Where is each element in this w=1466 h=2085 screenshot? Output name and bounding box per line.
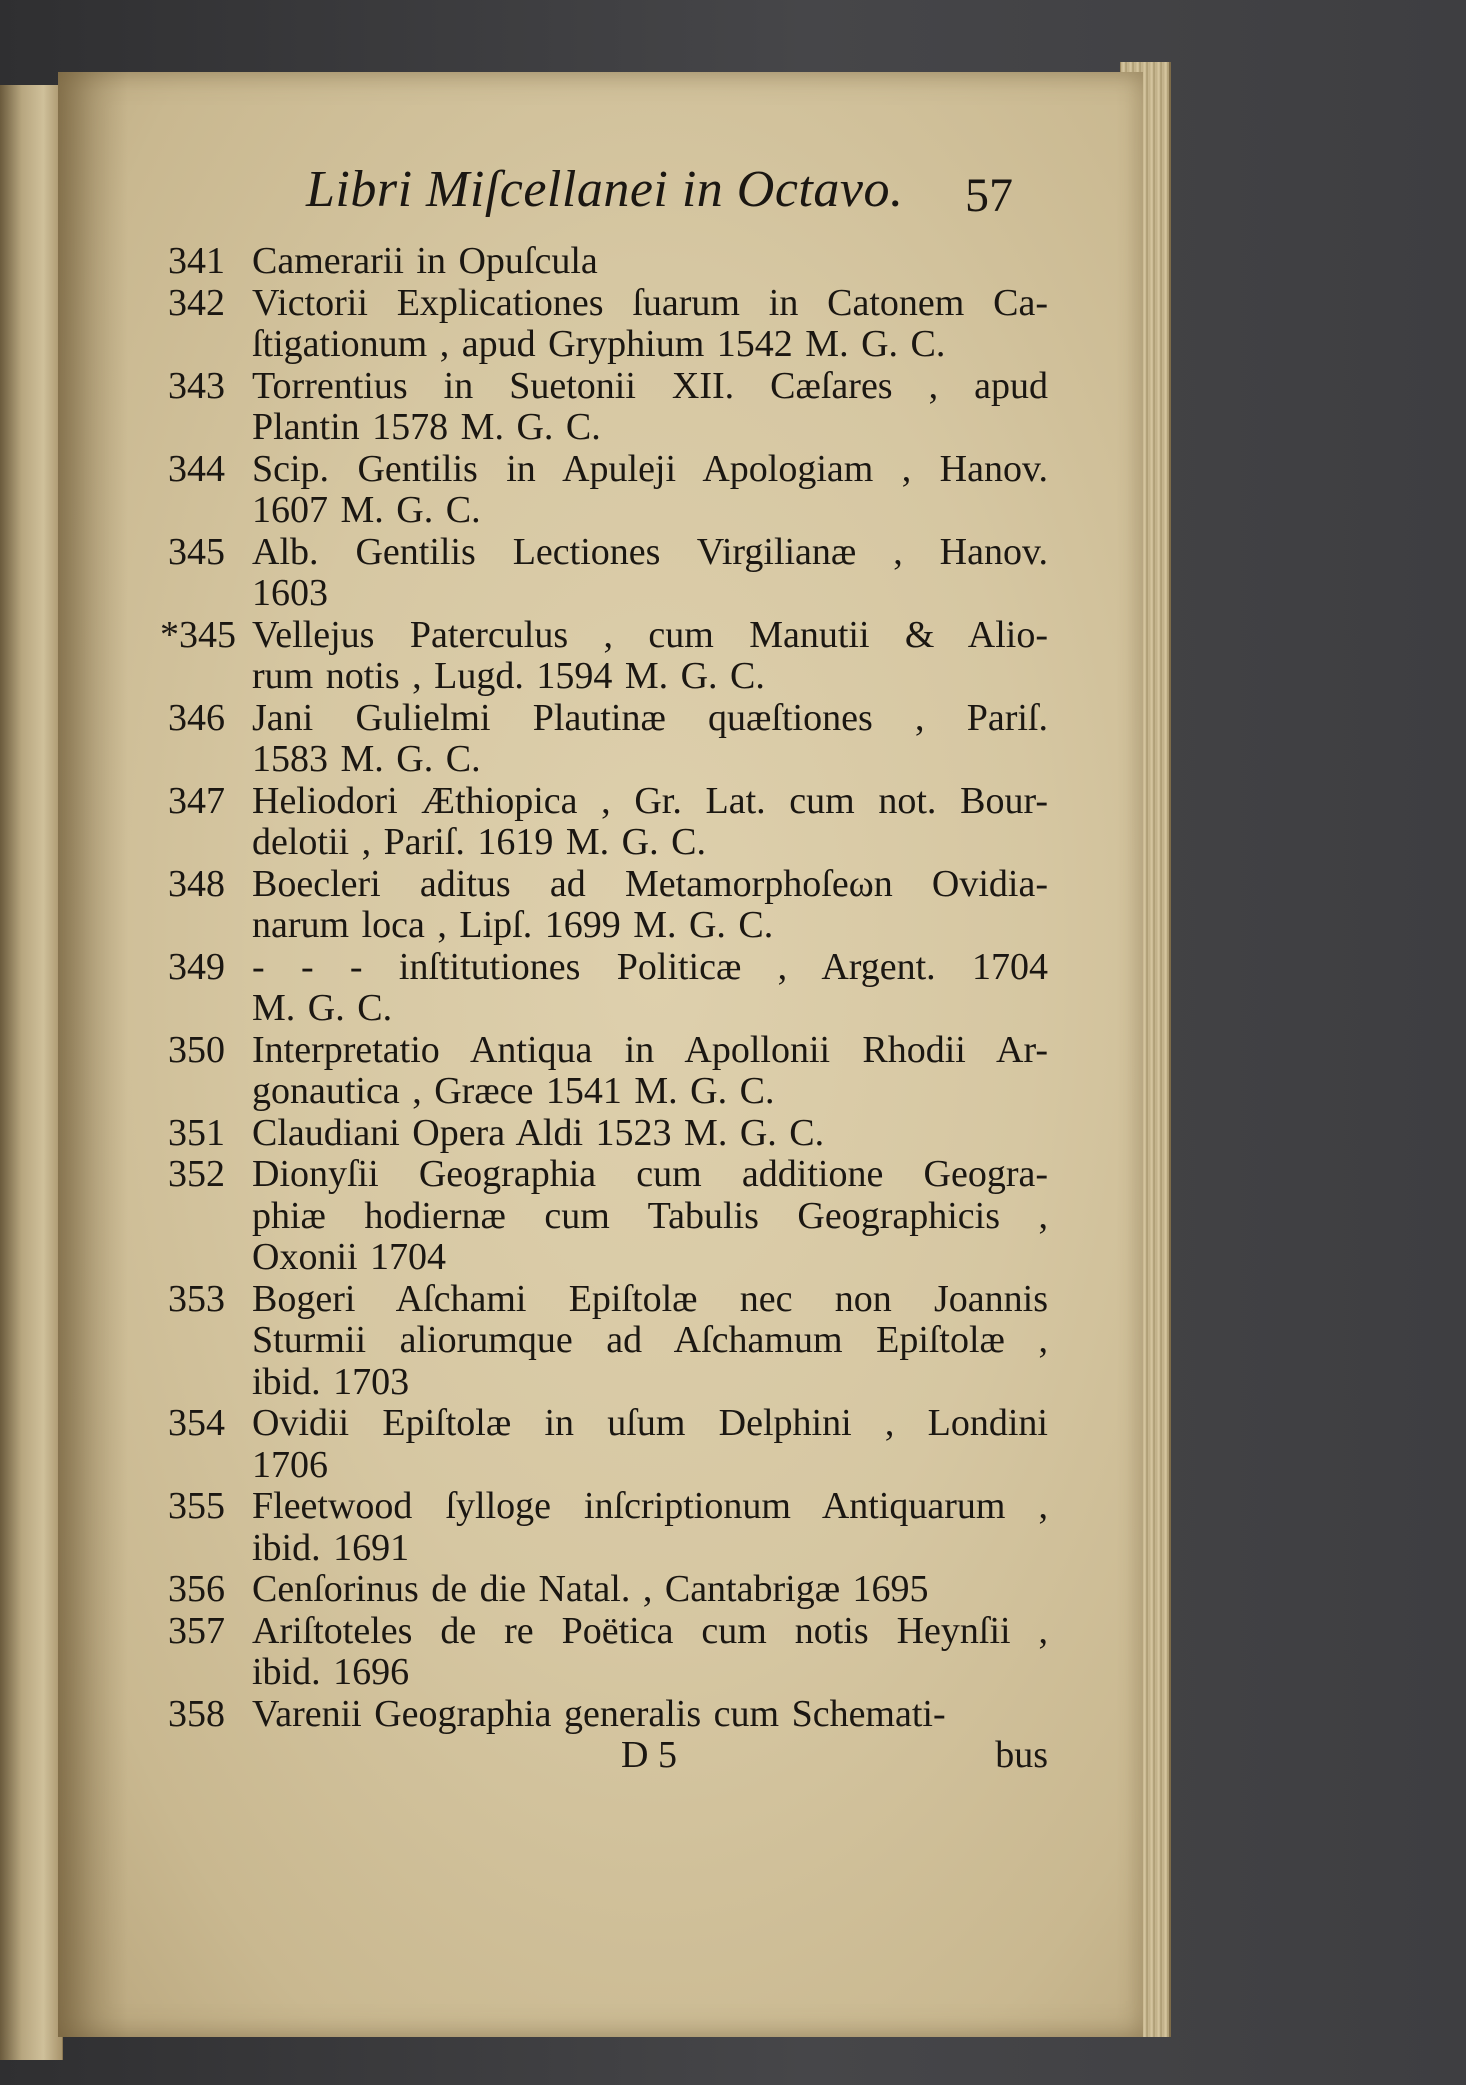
- entry-line: Vellejus Paterculus , cum Manutii & Alio-: [252, 613, 1048, 656]
- page-header: [168, 161, 1048, 241]
- entry-line: Heliodori Æthiopica , Gr. Lat. cum not. Bour-: [252, 779, 1048, 822]
- entry-number: 342: [168, 281, 225, 324]
- catalogue-entry: [168, 1569, 1048, 1611]
- gutter-shadow: [58, 72, 128, 2037]
- entry-number: 356: [168, 1568, 225, 1610]
- entry-number: 354: [168, 1402, 225, 1444]
- catalogue-entry: [168, 366, 1048, 449]
- running-title: Libri Miſcellanei in Octavo.: [306, 161, 904, 218]
- entry-line: ibid. 1691: [252, 1526, 410, 1569]
- entry-number: 344: [168, 447, 225, 490]
- entry-line: Oxonii 1704: [252, 1236, 447, 1278]
- entry-number: 353: [168, 1277, 225, 1320]
- catalogue-entry: [160, 613, 1048, 698]
- entry-line: ibid. 1703: [252, 1360, 410, 1403]
- entry-line: Jani Gulielmi Plautinæ quæſtiones , Pariſ.: [252, 696, 1048, 739]
- entry-line: Camerarii in Opuſcula: [252, 240, 598, 282]
- entry-number: 347: [168, 779, 225, 822]
- entry-line: Claudiani Opera Aldi 1523 M. G. C.: [252, 1111, 825, 1154]
- entry-line: Plantin 1578 M. G. C.: [252, 406, 601, 448]
- entry-line: ſtigationum , apud Gryphium 1542 M. G. C.: [252, 323, 946, 365]
- entry-line: Dionyſii Geographia cum additione Geogra-: [252, 1153, 1048, 1195]
- page-text: [160, 161, 1048, 1777]
- entry-line: delotii , Pariſ. 1619 M. G. C.: [252, 821, 706, 863]
- catalogue-entry: [168, 698, 1048, 781]
- entry-line: 1603: [252, 572, 328, 614]
- entry-line: narum loca , Lipſ. 1699 M. G. C.: [252, 904, 774, 946]
- catalogue-entry: [168, 947, 1048, 1030]
- catalogue-entry: [168, 1611, 1048, 1694]
- catalogue-entry: [168, 241, 1048, 283]
- facing-page-edge: [0, 85, 63, 2060]
- catalogue-entry: [168, 1030, 1048, 1113]
- catalogue-entry: [168, 864, 1048, 947]
- entry-number: 355: [168, 1485, 225, 1527]
- entry-line: Victorii Explicationes ſuarum in Catonem Ca-: [252, 281, 1048, 324]
- entry-line: M. G. C.: [252, 987, 393, 1029]
- entry-line: ibid. 1696: [252, 1651, 410, 1693]
- entry-line: Torrentius in Suetonii XII. Cæſares , apud: [252, 364, 1048, 407]
- entry-line: phiæ hodiernæ cum Tabulis Geographicis ,: [252, 1194, 1048, 1237]
- catalogue-entry: [168, 1403, 1048, 1486]
- catalogue-entries: [160, 240, 1048, 1735]
- catalogue-entry: [168, 1279, 1048, 1404]
- entry-number: 349: [168, 945, 225, 988]
- page-number: 57: [965, 169, 1013, 222]
- entry-line: Ariſtoteles de re Poëtica cum notis Heynſii ,: [252, 1609, 1048, 1652]
- entry-line: Varenii Geographia generalis cum Schemati-: [252, 1692, 946, 1735]
- page-footer: [168, 1735, 1048, 1777]
- entry-number: 341: [168, 240, 225, 282]
- entry-line: Sturmii aliorumque ad Aſchamum Epiſtolæ ,: [252, 1319, 1048, 1361]
- entry-line: Interpretatio Antiqua in Apollonii Rhodii Ar-: [252, 1028, 1048, 1071]
- entry-number: 352: [168, 1153, 225, 1195]
- signature-mark: D 5: [621, 1734, 677, 1776]
- entry-line: Scip. Gentilis in Apuleji Apologiam , Hanov.: [252, 447, 1048, 490]
- entry-line: Boecleri aditus ad Metamorphoſeωn Ovidia-: [252, 862, 1048, 905]
- entry-line: 1583 M. G. C.: [252, 738, 481, 780]
- catalogue-entry: [168, 1694, 1048, 1736]
- entry-number: 346: [168, 696, 225, 739]
- entry-number: 343: [168, 364, 225, 407]
- catalogue-entry: [168, 283, 1048, 366]
- entry-line: Alb. Gentilis Lectiones Virgilianæ , Hanov.: [252, 530, 1048, 573]
- entry-number: *345: [160, 613, 236, 656]
- catchword: bus: [995, 1734, 1048, 1776]
- entry-line: Cenſorinus de die Natal. , Cantabrigæ 1695: [252, 1568, 929, 1610]
- entry-number: 348: [168, 862, 225, 905]
- entry-line: 1607 M. G. C.: [252, 489, 481, 531]
- entry-number: 350: [168, 1028, 225, 1071]
- entry-line: gonautica , Græce 1541 M. G. C.: [252, 1070, 775, 1112]
- catalogue-entry: [168, 1486, 1048, 1569]
- entry-number: 358: [168, 1692, 225, 1735]
- entry-line: rum notis , Lugd. 1594 M. G. C.: [252, 655, 765, 697]
- catalogue-entry: [168, 1113, 1048, 1155]
- entry-line: 1706: [252, 1443, 328, 1486]
- entry-line: Ovidii Epiſtolæ in uſum Delphini , Londini: [252, 1402, 1048, 1444]
- catalogue-entry: [168, 532, 1048, 615]
- entry-number: 345: [168, 530, 225, 573]
- catalogue-entry: [168, 1154, 1048, 1279]
- entry-number: 351: [168, 1111, 225, 1154]
- entry-line: Fleetwood ſylloge inſcriptionum Antiquarum ,: [252, 1485, 1048, 1527]
- entry-line: - - - inſtitutiones Politicæ , Argent. 1704: [252, 945, 1048, 988]
- catalogue-entry: [168, 449, 1048, 532]
- entry-number: 357: [168, 1609, 225, 1652]
- catalogue-entry: [168, 781, 1048, 864]
- entry-line: Bogeri Aſchami Epiſtolæ nec non Joannis: [252, 1277, 1048, 1320]
